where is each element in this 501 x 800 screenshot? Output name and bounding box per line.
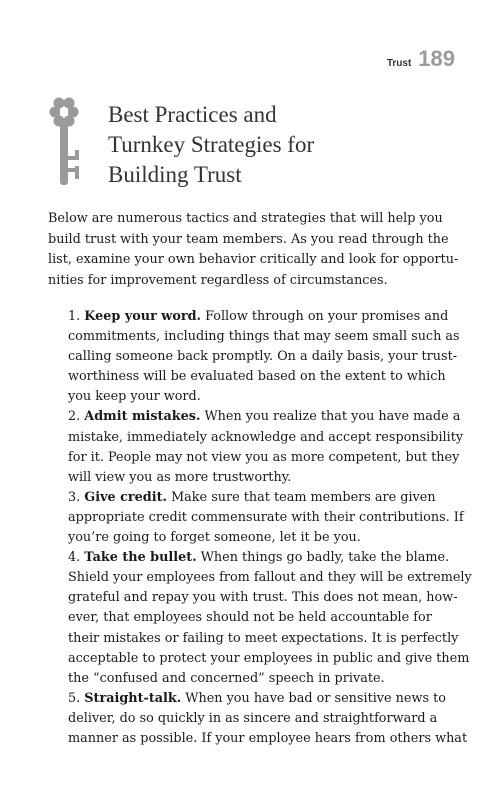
title-line: Turnkey Strategies for	[108, 132, 315, 157]
intro-line: nities for improvement regardless of circumstances.	[48, 272, 388, 288]
intro-line: build trust with your team members. As you read through the	[48, 231, 449, 247]
list-item	[68, 307, 460, 407]
intro-paragraph	[48, 209, 459, 291]
item-line: acceptable to protect your employees in public and give them	[68, 650, 470, 666]
practices-list	[68, 307, 472, 749]
item-lead: Straight-talk.	[84, 690, 182, 706]
item-line: the “confused and concerned” speech in private.	[68, 670, 385, 686]
item-line: mistake, immediately acknowledge and accept responsibility	[68, 429, 464, 445]
item-number: 2.	[68, 409, 81, 425]
item-line: calling someone back promptly. On a daily basis, your trust-	[68, 349, 458, 365]
item-line: commitments, including things that may seem small such as	[68, 329, 460, 345]
page-number: 189	[418, 46, 455, 71]
item-text: When you have bad or sensitive news to	[185, 690, 446, 706]
item-number: 1.	[68, 309, 81, 324]
item-number: 5.	[68, 690, 81, 706]
item-text: When you realize that you have made a	[204, 409, 461, 425]
list-item-first-line	[68, 689, 456, 709]
item-line: manner as possible. If your employee hears from others what	[68, 730, 468, 746]
item-text: Make sure that team members are given	[171, 489, 436, 505]
item-lead: Take the bullet.	[84, 550, 197, 566]
item-line: you keep your word.	[68, 389, 201, 405]
item-lead: Keep your word.	[84, 309, 201, 324]
list-item-first-line	[68, 548, 456, 568]
list-item-first-line	[68, 307, 456, 327]
item-text: When things go badly, take the blame.	[200, 550, 450, 566]
list-item	[68, 548, 472, 689]
item-line: grateful and repay you with trust. This does not mean, how-	[68, 590, 458, 606]
section-name: Trust	[386, 58, 412, 69]
item-line: will view you as more trustworthy.	[68, 469, 292, 485]
item-line: deliver, do so quickly in as sincere and straightforward a	[68, 710, 438, 726]
list-item-first-line	[68, 407, 461, 427]
item-line: Shield your employees from fallout and they will be extremely	[68, 570, 472, 586]
item-line: their mistakes or failing to meet expectations. It is perfectly	[68, 630, 459, 646]
item-line: ever, that employees should not be held accountable for	[68, 610, 432, 626]
item-number: 4.	[68, 550, 81, 566]
item-line: appropriate credit commensurate with their contributions. If	[68, 509, 464, 525]
intro-line: list, examine your own behavior critically and look for opportu-	[48, 252, 459, 267]
section-title	[108, 100, 408, 190]
item-text: Follow through on your promises and	[205, 309, 449, 324]
item-lead: Admit mistakes.	[84, 409, 201, 425]
item-lead: Give credit.	[84, 489, 167, 505]
list-item-first-line	[68, 488, 456, 508]
title-line: Building Trust	[108, 162, 242, 187]
item-line: worthiness will be evaluated based on the extent to which	[68, 369, 446, 385]
list-item	[68, 407, 464, 487]
intro-line: Below are numerous tactics and strategies that will help you	[48, 211, 443, 226]
item-line: you’re going to forget someone, let it be you.	[68, 530, 361, 546]
list-item	[68, 689, 468, 749]
title-line: Best Practices and	[108, 102, 277, 127]
list-item	[68, 488, 464, 548]
key-icon	[49, 97, 91, 189]
item-line: for it. People may not view you as more competent, but they	[68, 449, 460, 465]
running-header	[387, 46, 455, 72]
item-number: 3.	[68, 489, 81, 505]
